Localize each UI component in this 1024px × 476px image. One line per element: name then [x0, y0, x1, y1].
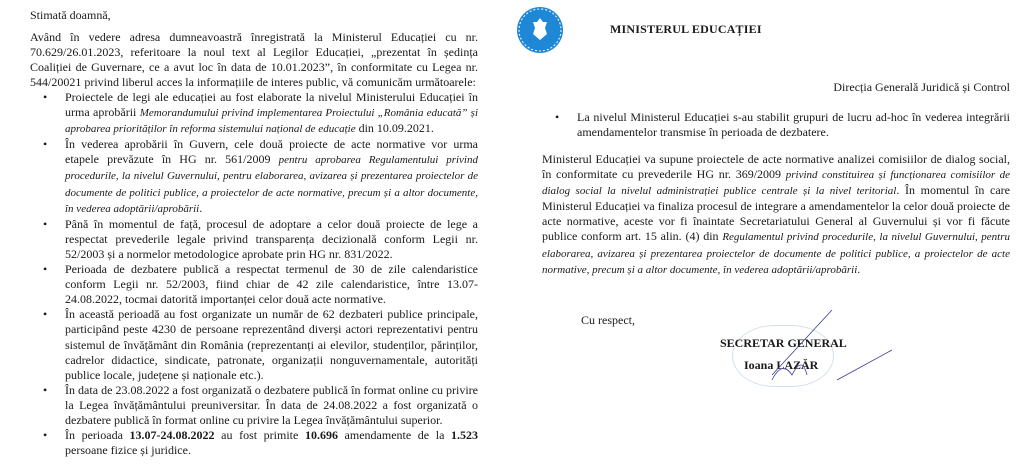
- bold-text: 1.523: [451, 428, 479, 443]
- bullet-icon: •: [555, 110, 560, 124]
- text: În această perioadă au fost organizate un număr de 62 dezbateri publice principale, participând peste 4230 de persoane reprezentând diverși actori reprezentativi pentru sistemul de învățământ din România (reprezentanți ai elevilor, studenților, părinților, cadrelor didactice, sindicate, patronate, organizații nonguvernamentale, autorități publice locale, județene și naționale etc.).: [65, 307, 478, 382]
- italic-text: Regulamentul privind procedurile, la nivelul Guvernului, pentru elaborarea, avizarea și prezentarea proiectelor de documente de politici publice, a proiectelor de acte normative, precum și a altor documente, în vederea adoptării/aprobării: [542, 231, 1010, 276]
- body-paragraph: [542, 152, 1010, 278]
- bullet-icon: •: [43, 90, 48, 104]
- italic-text: pentru aprobarea Regulamentului privind procedurile, la nivelul Guvernului, pentru elaborarea, avizarea și prezentarea proiectelor de documente de politici publice, a proiectelor de acte normative, precum și a altor documente, în vederea adoptării/aprobării: [65, 154, 478, 215]
- list-item: [30, 262, 478, 307]
- text: au fost primite: [214, 428, 305, 443]
- text: Ministerul Educației va supune proiectele de acte normative analizei comisiilor de dialog social, în conformitate cu prevederile HG nr. 369/2009: [542, 152, 1010, 182]
- text: Perioada de dezbatere publică a respectat termenul de 30 de zile calendaristice conform Legii nr. 52/2003, fiind chiar de 42 zile calendaristice, între 13.07-24.08.2022, tocmai datorită importanței celor două acte normative.: [65, 262, 478, 307]
- text: . În momentul în care Ministerul Educației va finaliza procesul de integrare a amendamentelor la celor două proiecte de acte normative, aceste vor fi înaintate Secretariatului General al Guvernului și vor fi făcute publice conform art. 15 alin. (4) din: [542, 183, 1010, 244]
- bullet-icon: •: [43, 307, 48, 322]
- letter-page-right: [512, 0, 1024, 476]
- text: La nivelul Ministerul Educației s-au stabilit grupuri de lucru ad-hoc în vederea integrării amendamentelor transmise în perioada de dezbatere.: [577, 110, 1010, 140]
- list-item: [30, 90, 478, 137]
- department-name: Direcția Generală Juridică și Control: [833, 80, 1010, 94]
- government-logo-icon: [517, 7, 563, 53]
- bullet-icon: •: [43, 382, 48, 397]
- bullet-icon: •: [43, 137, 48, 152]
- bold-text: 13.07-24.08.2022: [129, 428, 215, 443]
- list-item: [30, 217, 478, 262]
- closing: Cu respect,: [581, 313, 635, 327]
- ministry-name: MINISTERUL EDUCAȚIEI: [610, 22, 762, 36]
- list-item: [30, 383, 478, 428]
- text: din 10.09.2021.: [355, 121, 434, 136]
- text: În perioada: [65, 428, 130, 443]
- text: .: [199, 200, 203, 215]
- signatory-title: SECRETAR GENERAL: [720, 336, 847, 350]
- text: persoane fizice și juridice.: [65, 443, 191, 458]
- bold-text: 10.696: [304, 428, 338, 443]
- list-item: [30, 307, 478, 382]
- text: Până în momentul de față, procesul de adoptare a celor două proiecte de lege a respectat prevederile legale privind transparența decizională conform Legii nr. 52/2003 și a normelor metodologice aprobate prin HG nr. 831/2022.: [65, 216, 478, 261]
- bullet-icon: •: [43, 262, 48, 277]
- bullet-icon: •: [43, 428, 48, 443]
- text: În vederea aprobării în Guvern, cele două proiecte de acte normative vor urma etapele prevăzute în HG nr. 561/2009: [65, 137, 478, 167]
- text: amendamente de la: [337, 428, 452, 443]
- text: În data de 23.08.2022 a fost organizată o dezbatere publică în format online cu privire la Legea învățământului preuniversitar. În data de 24.08.2022 a fost organizată o dezbatere publică în format online cu privire la Legea învățământului superior.: [65, 382, 478, 427]
- bullet-list: [542, 110, 1010, 140]
- bullet-list: [30, 90, 478, 458]
- bullet-icon: •: [43, 216, 48, 231]
- list-item: [30, 428, 478, 458]
- text: .: [857, 261, 861, 276]
- signature-icon: [752, 310, 902, 390]
- list-item: [30, 137, 478, 216]
- signatory-name: Ioana LAZĂR: [744, 358, 819, 372]
- italic-text: Memorandumului privind implementarea Proiectului „România educată” și aprobarea priorităților în reforma sistemului național de educație: [65, 107, 479, 136]
- intro-paragraph: Având în vedere adresa dumneavoastră înregistrată la Ministerul Educației cu nr. 70.629/26.01.2023, referitoare la noul text al Legilor Educației, „prezentat în ședința Coaliției de Guvernare, ce a avut loc în data de 10.01.2023”, în conformitate cu Legea nr. 544/20021 privind liberul acces la informațiile de interes public, vă comunicăm următoarele:: [30, 30, 478, 90]
- italic-text: privind constituirea și funcționarea comisiilor de dialog social la nivelul administrației publice centrale și la nivel teritorial: [542, 169, 1010, 198]
- greeting: Stimată doamnă,: [30, 8, 111, 22]
- text: Proiectele de legi ale educației au fost elaborate la nivelul Ministerului Educației în urma aprobării: [65, 90, 478, 120]
- list-item: [542, 110, 1010, 140]
